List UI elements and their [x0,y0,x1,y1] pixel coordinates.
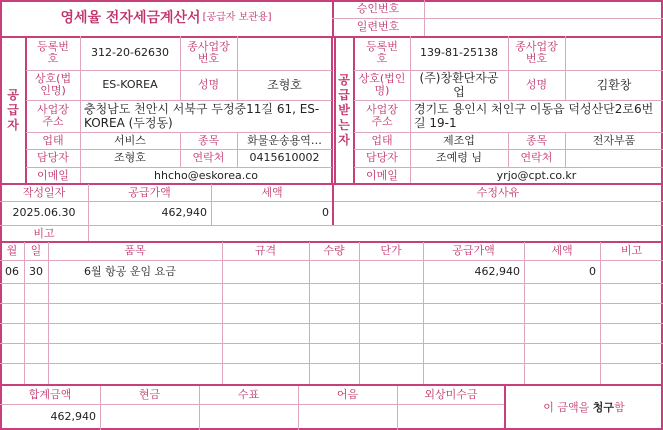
supplier-company-label: 상호(법인명) [34,72,72,97]
revision-reason-label: 수정사유 [476,185,520,199]
check-label: 수표 [237,388,260,401]
col-qty-header: 수량 [323,244,345,257]
recipient-reg-no: 139-81-25138 [420,46,498,59]
col-spec-header: 규격 [254,244,277,257]
title-text: 영세율 전자세금계산서 [60,10,201,26]
row-item: 6월 항공 운임 요금 [84,264,176,278]
col-unit-price-header: 단가 [380,244,402,257]
row-day: 30 [29,264,43,278]
cash-label: 현금 [138,388,161,401]
invoice-title [0,0,332,36]
title-subtitle: [공급자 보관용] [202,12,272,23]
cash-value [100,404,199,430]
bill-value [298,404,397,430]
recipient-contact-label: 연락처 [520,151,553,164]
supplier-business: 서비스 [114,133,146,147]
supplier-branch-label: 종사업장번호 [187,40,230,65]
supplier-contact-label: 연락처 [192,151,225,164]
claim-prefix: 이 금액을 [543,401,593,414]
supplier-reg-no: 312-20-62630 [91,46,169,59]
remarks-value [88,225,663,242]
recipient-branch-label: 종사업장번호 [515,40,558,65]
recipient-company-label: 상호(법인명) [358,72,406,97]
recipient-manager: 조예령 님 [435,151,482,164]
row-note [600,260,663,283]
tax-amount-label: 세액 [261,185,283,199]
recipient-item-label: 종목 [525,133,548,147]
revision-reason [333,201,663,225]
recipient-contact [565,149,663,167]
credit-value [397,404,505,430]
supplier-address: 충청남도 천안시 서북구 두정중11길 61, ES-KOREA (두정동) [84,102,320,130]
col-tax-header: 세액 [551,244,573,257]
supplier-business-label: 업태 [42,133,64,147]
recipient-address-label: 사업장주소 [366,103,398,128]
recipient-side-char: 급 [338,87,350,102]
recipient-business: 제조업 [443,133,475,147]
supplier-reg-no-label: 등록번호 [37,40,69,65]
claim-word: 청구 [592,401,615,414]
issue-date: 2025.06.30 [12,206,76,219]
recipient-side-char: 받 [338,102,350,117]
recipient-side-char: 자 [338,132,350,147]
row-spec [222,260,309,283]
recipient-branch-no [565,36,663,70]
approval-number-label: 승인번호 [356,2,400,15]
total-amount: 462,940 [50,410,96,423]
claim-suffix: 함 [614,401,625,414]
recipient-side-char: 는 [338,117,350,132]
check-value [199,404,298,430]
issue-date-label: 작성일자 [22,185,66,199]
supplier-company: ES-KOREA [102,78,158,91]
supply-amount: 462,940 [161,206,207,219]
row-unit-price [359,260,423,283]
recipient-side-char: 공 [338,72,350,87]
supplier-item-label: 종목 [197,133,220,147]
supplier-manager: 조형호 [114,151,146,164]
recipient-address: 경기도 용인시 처인구 이동읍 덕성산단2로6번길 19-1 [414,102,654,130]
supplier-contact: 0415610002 [249,151,320,164]
serial-number-value [424,18,663,36]
approval-number-value [424,0,663,18]
supplier-side-label [0,36,26,184]
col-supply-header: 공급가액 [452,244,495,257]
supplier-side-char: 공 [7,87,19,102]
supplier-branch-no [237,36,332,70]
recipient-email-label: 이메일 [366,168,398,182]
supplier-email[interactable]: hhcho@eskorea.co [154,168,258,182]
recipient-business-label: 업태 [371,133,393,147]
credit-label: 외상미수금 [424,388,478,401]
recipient-reg-no-label: 등록번호 [366,40,398,65]
supplier-name: 조형호 [267,78,302,92]
recipient-side-label [334,36,354,184]
supplier-manager-label: 담당자 [37,151,69,164]
total-amount-label: 합계금액 [28,388,72,401]
supplier-item: 화물운송용역… [247,133,322,147]
supplier-side-char: 급 [7,102,19,117]
tax-amount: 0 [322,206,329,219]
claim-statement [505,386,663,430]
recipient-email[interactable]: yrjo@cpt.co.kr [496,168,577,182]
serial-number-label: 일련번호 [356,20,400,33]
row-tax: 0 [589,264,596,278]
supplier-name-label: 성명 [197,78,220,91]
recipient-name-label: 성명 [525,78,548,91]
supplier-email-label: 이메일 [37,168,69,182]
row-month: 06 [5,264,19,278]
recipient-name: 김환창 [596,78,632,92]
row-supply: 462,940 [474,264,520,278]
remarks-label: 비고 [33,226,55,240]
row-qty [309,260,359,283]
recipient-company: (주)창환단자공업 [419,71,499,99]
supplier-address-label: 사업장주소 [37,103,69,128]
col-item-header: 품목 [124,244,146,257]
col-note-header: 비고 [620,244,643,257]
bill-label: 어음 [336,388,359,401]
col-month-header: 월 [6,244,18,257]
recipient-item: 전자부품 [592,133,636,147]
recipient-manager-label: 담당자 [366,151,398,164]
supply-amount-label: 공급가액 [128,185,171,199]
supplier-side-char: 자 [7,117,19,132]
col-day-header: 일 [30,244,42,257]
